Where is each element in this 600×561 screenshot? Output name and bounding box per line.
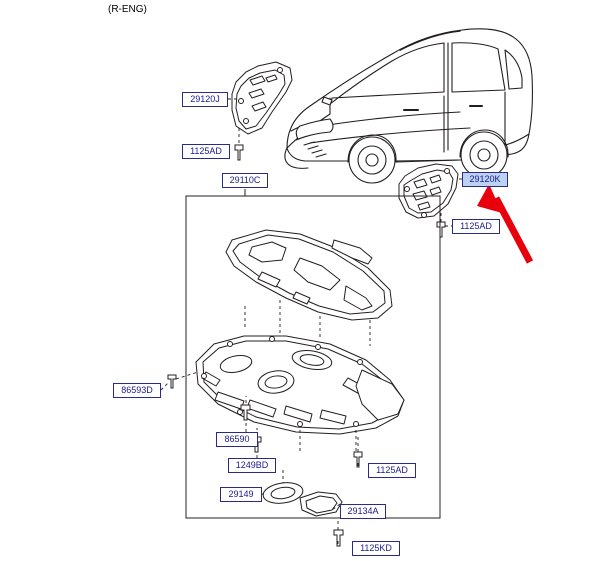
part-label-1125kd[interactable]: 1125KD: [352, 541, 400, 556]
part-label-29120k[interactable]: 29120K: [462, 172, 508, 187]
part-label-29149[interactable]: 29149: [220, 487, 262, 502]
bolt-1125ad-2: [437, 222, 445, 237]
main-under-cover-shape: [196, 336, 404, 434]
part-29149-shape: [262, 480, 304, 505]
bolt-1125kd-shape: [334, 530, 343, 546]
bolt-1125ad-1: [235, 145, 243, 160]
part-label-1125ad[interactable]: 1125AD: [182, 144, 230, 159]
part-label-1249bd[interactable]: 1249BD: [228, 458, 276, 473]
part-label-29120j[interactable]: 29120J: [182, 92, 228, 107]
part-29120j-shape: [232, 62, 292, 134]
part-29134a-shape: [300, 492, 342, 516]
part-29120k-shape: [399, 164, 458, 218]
part-label-86593d[interactable]: 86593D: [113, 383, 161, 398]
part-label-29110c[interactable]: 29110C: [222, 173, 268, 188]
part-label-1125ad[interactable]: 1125AD: [452, 219, 500, 234]
part-label-86590[interactable]: 86590: [216, 432, 258, 447]
upper-under-cover-shape: [226, 230, 392, 320]
part-label-1125ad[interactable]: 1125AD: [368, 463, 416, 478]
vehicle-illustration: [285, 29, 533, 183]
engine-code-text: (R-ENG): [108, 4, 147, 15]
part-label-29134a[interactable]: 29134A: [340, 504, 386, 519]
part-86593d-shape: [168, 375, 176, 388]
leader-lines: [161, 99, 462, 546]
